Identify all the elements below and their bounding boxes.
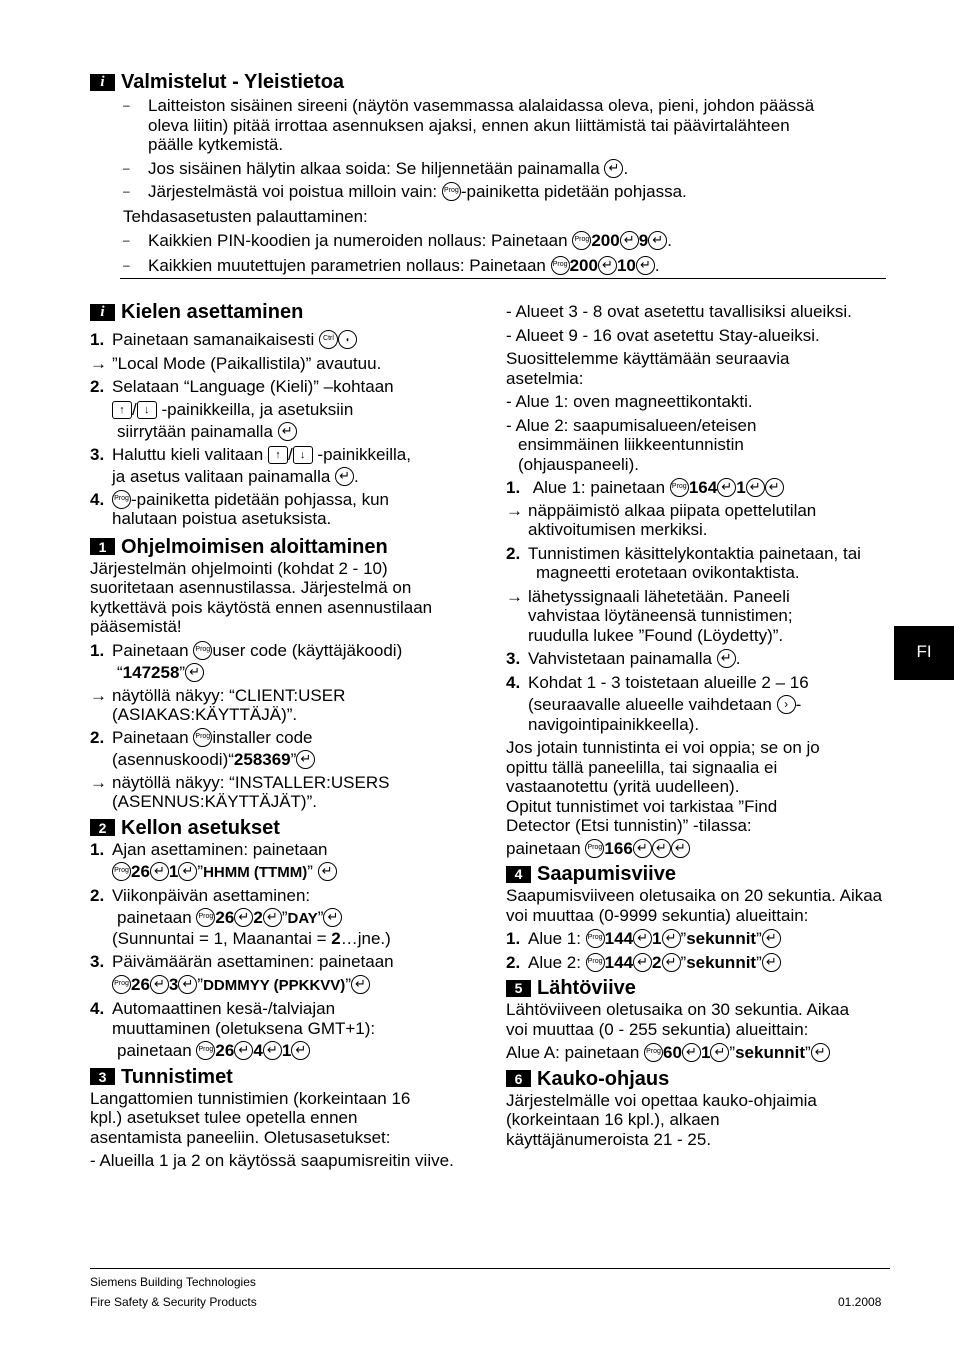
prog-icon — [112, 975, 131, 994]
section-heading — [90, 816, 470, 840]
language-tab-label: FI — [916, 642, 932, 661]
prog-icon — [442, 182, 461, 201]
section-number: 3 — [90, 1068, 115, 1085]
section-title: Kellon asetukset — [121, 816, 280, 839]
left-column — [90, 300, 470, 1171]
divider — [120, 278, 886, 279]
enter-icon — [717, 649, 736, 668]
enter-icon — [620, 231, 639, 250]
section-title: Tunnistimet — [121, 1065, 233, 1088]
prog-icon — [196, 908, 215, 927]
list-item: 3. Haluttu kieli valitaan ↑ /↓ -painikkeilla, — [90, 445, 470, 465]
right-column — [506, 302, 886, 1149]
list-text: Laitteiston sisäinen sireeni (näytön vasemmassa alalaidassa oleva, pieni, johdon päässä oleva liitin) pitää irrottaa asennuksen ajaksi, ennen akun liittämistä tai päävirtalähteen päälle kytkemistä. — [148, 96, 815, 154]
section-title: Valmistelut - Yleistietoa — [121, 71, 345, 93]
list-text: Järjestelmästä voi poistua milloin vain: Prog -painiketta pidetään pohjassa. — [148, 182, 687, 202]
enter-icon — [604, 159, 623, 178]
dash-bullet: – — [123, 233, 130, 247]
section-heading — [506, 862, 886, 886]
right-arrow-icon — [777, 695, 796, 714]
enter-icon — [671, 839, 690, 858]
prog-icon — [586, 953, 605, 972]
list-item: 3. Vahvistetaan painamalla ↵ . — [506, 649, 886, 669]
info-icon: i — [90, 304, 115, 321]
section-number: 2 — [90, 819, 115, 836]
enter-icon — [682, 1043, 701, 1062]
list-item: 1. Ajan asettaminen: painetaan — [90, 839, 328, 859]
list-text: ja asetus valitaan painamalla ↵ . — [90, 467, 470, 487]
paragraph: - Alueet 3 - 8 ovat asetettu tavallisiksi alueiksi. — [506, 302, 852, 321]
prog-icon — [193, 641, 212, 660]
dash-bullet: – — [123, 257, 130, 272]
list-text: (asennuskoodi)“258369”↵ — [90, 750, 470, 770]
footer-division: Fire Safety & Security Products — [90, 1295, 257, 1309]
enter-icon — [234, 1041, 253, 1060]
paragraph: - Alueilla 1 ja 2 on käytössä saapumisreitin viive. — [90, 1151, 454, 1170]
list-item: 1. Painetaan Prog user code (käyttäjäkoodi) — [90, 641, 470, 661]
list-text: Prog26↵ 1↵ ”HHMM (TTMM)” ↵ — [90, 862, 470, 883]
list-item: 2. Viikonpäivän asettaminen: — [90, 885, 311, 905]
enter-icon — [662, 929, 681, 948]
list-item: → näytöllä näkyy: “CLIENT:USER (ASIAKAS:KÄYTTÄJÄ)”. — [90, 685, 346, 724]
enter-icon — [765, 478, 784, 497]
section-heading — [90, 70, 870, 94]
arrow-icon: → — [506, 500, 523, 520]
list-item: 2. Alue 2: Prog 144↵ 2↵ ”sekunnit”↵ — [506, 953, 886, 973]
enter-icon — [178, 862, 197, 881]
list-item — [90, 159, 870, 179]
paragraph: Järjestelmän ohjelmointi (kohdat 2 - 10) suoritetaan asennustilassa. Järjestelmä on kytkettävä pois käytöstä ennen asennustilaan pääsemistä! — [90, 558, 433, 636]
enter-icon — [150, 975, 169, 994]
section-title: Ohjelmoimisen aloittaminen — [121, 535, 388, 558]
up-icon — [268, 446, 288, 464]
enter-icon — [662, 953, 681, 972]
list-text: ↑/↓ -painikkeilla, ja asetuksiin — [90, 400, 470, 420]
list-text: (seuraavalle alueelle vaihdetaan › - navigointipainikkeella). — [506, 695, 886, 734]
footer-company: Siemens Building Technologies — [90, 1275, 256, 1289]
list-text: painetaan Prog 26↵ 4↵ 1↵ — [90, 1041, 470, 1061]
paragraph: Lähtöviiveen oletusaika on 30 sekuntia. Aikaa voi muuttaa (0 - 255 sekuntia) alueittain: — [506, 1000, 850, 1039]
list-item: 4. Kohdat 1 - 3 toistetaan alueille 2 – 16 — [506, 672, 809, 692]
dash-bullet: – — [123, 98, 130, 112]
list-text: Jos sisäinen hälytin alkaa soida: Se hiljennetään painamalla ↵ . — [148, 159, 628, 179]
enter-icon — [234, 908, 253, 927]
arrow-icon: → — [90, 685, 107, 705]
section-heading — [90, 300, 470, 324]
paragraph: Langattomien tunnistimien (korkeintaan 16 kpl.) asetukset tulee opetella ennen asentamista paneeliin. Oletusasetukset: — [90, 1088, 411, 1147]
section-title: Saapumisviive — [537, 863, 676, 885]
arrow-icon: → — [90, 772, 107, 792]
enter-icon — [263, 1041, 282, 1060]
enter-icon — [318, 862, 337, 881]
enter-icon — [263, 908, 282, 927]
language-tab — [894, 626, 954, 680]
info-icon: i — [90, 74, 115, 91]
ctrl-icon — [319, 330, 338, 349]
enter-icon — [633, 953, 652, 972]
enter-icon — [178, 975, 197, 994]
enter-icon — [185, 663, 204, 682]
list-text: siirrytään painamalla ↵ — [90, 422, 470, 442]
paragraph: Järjestelmälle voi opettaa kauko-ohjaimia (korkeintaan 16 kpl.), alkaen käyttäjänumeroista 21 - 25. — [506, 1090, 817, 1149]
paragraph: Jos jotain tunnistinta ei voi oppia; se on jo opittu tällä paneelilla, tai signaalia ei vastaanotettu (yritä uudelleen). — [506, 738, 820, 796]
prog-icon — [670, 478, 689, 497]
prog-icon — [196, 1041, 215, 1060]
paragraph: - Alue 2: saapumisalueen/eteisen ensimmäinen liikkeentunnistin (ohjauspaneeli). — [506, 415, 757, 474]
section-number: 6 — [506, 1070, 531, 1087]
enter-icon — [323, 908, 342, 927]
enter-icon — [746, 478, 765, 497]
list-item: → ”Local Mode (Paikallistila)” avautuu. — [90, 353, 382, 373]
enter-icon — [278, 422, 297, 441]
list-item: 1. Alue 1: Prog 144↵ 1↵ ”sekunnit”↵ — [506, 929, 886, 949]
section-heading — [90, 535, 470, 559]
list-item — [90, 231, 870, 251]
up-icon — [112, 401, 132, 419]
paragraph: - Alueet 9 - 16 ovat asetettu Stay-alueiksi. — [506, 325, 820, 345]
list-text: Prog26↵ 3↵ ”DDMMYY (PPKKVV)”↵ — [90, 975, 470, 996]
list-text: (Sunnuntai = 1, Maanantai = 2…jne.) — [112, 928, 391, 948]
down-icon — [293, 446, 313, 464]
mic-icon — [338, 330, 357, 349]
list-text: “147258”↵ — [90, 663, 470, 683]
down-icon — [137, 401, 157, 419]
section-title: Kauko-ohjaus — [537, 1067, 670, 1090]
section-number: 4 — [506, 866, 531, 883]
list-item: → lähetyssignaali lähetetään. Paneeli vahvistaa löytäneensä tunnistimen; ruudulla lukee ”Found (Löydetty)”. — [506, 586, 793, 645]
arrow-icon: → — [506, 586, 523, 606]
paragraph: Suosittelemme käyttämään seuraavia asetelmia: — [506, 349, 790, 388]
enter-icon — [710, 1043, 729, 1062]
enter-icon — [633, 839, 652, 858]
enter-icon — [351, 975, 370, 994]
section-heading — [90, 1065, 470, 1089]
list-item: 2. Tunnistimen käsittelykontaktia painetaan, tai magneetti erotetaan ovikontaktista. — [506, 543, 861, 582]
prog-icon — [572, 231, 591, 250]
list-item: 1. Painetaan samanaikaisesti Ctrl◖ — [90, 330, 470, 350]
enter-icon — [598, 256, 617, 275]
list-item: 1. Alue 1: painetaan Prog 164↵ 1↵↵ — [506, 478, 886, 498]
dash-bullet: – — [123, 160, 130, 175]
prog-icon — [551, 256, 570, 275]
enter-icon — [717, 478, 736, 497]
list-item: → näppäimistö alkaa piipata opettelutilan aktivoitumisen merkiksi. — [506, 500, 817, 539]
paragraph: painetaan Prog 166↵↵↵ — [506, 839, 886, 859]
prog-icon — [586, 929, 605, 948]
list-item: 4. Prog -painiketta pidetään pohjassa, kun halutaan poistua asetuksista. — [90, 490, 470, 529]
list-item: 3. Päivämäärän asettaminen: painetaan — [90, 952, 394, 971]
section-general — [90, 70, 870, 275]
enter-icon — [636, 256, 655, 275]
paragraph: Saapumisviiveen oletusaika on 20 sekuntia. Aikaa voi muuttaa (0-9999 sekuntia) alueittain: — [506, 886, 883, 925]
enter-icon — [150, 862, 169, 881]
list-item: 2. Selataan “Language (Kieli)” –kohtaan — [90, 377, 394, 396]
prog-icon — [112, 490, 131, 509]
paragraph: - Alue 1: oven magneettikontakti. — [506, 392, 753, 411]
arrow-icon: → — [90, 353, 107, 373]
list-item: 2. Painetaan Prog installer code — [90, 728, 470, 748]
section-title: Lähtöviive — [537, 977, 636, 999]
list-text: painetaan Prog 26↵ 2↵ ”DAY”↵ — [90, 908, 470, 929]
list-item — [90, 96, 870, 155]
paragraph: Alue A: painetaan Prog 60↵ 1↵ ”sekunnit”↵ — [506, 1043, 886, 1063]
section-title: Kielen asettaminen — [121, 301, 304, 323]
list-item — [90, 182, 870, 202]
enter-icon — [633, 929, 652, 948]
prog-icon — [112, 862, 131, 881]
dash-bullet: – — [123, 184, 130, 198]
section-heading — [506, 1067, 886, 1091]
paragraph: Opitut tunnistimet voi tarkistaa ”Find Detector (Etsi tunnistin)” -tilassa: — [506, 796, 778, 835]
prog-icon — [585, 839, 604, 858]
enter-icon — [652, 839, 671, 858]
list-text: Kaikkien muutettujen parametrien nollaus: Painetaan Prog 200↵ 10↵ . — [148, 256, 660, 276]
list-text: Kaikkien PIN-koodien ja numeroiden nollaus: Painetaan Prog 200↵ 9↵ . — [148, 231, 672, 251]
enter-icon — [811, 1043, 830, 1062]
enter-icon — [648, 231, 667, 250]
enter-icon — [762, 953, 781, 972]
section-number: 5 — [506, 980, 531, 997]
list-item — [90, 256, 870, 276]
footer-date: 01.2008 — [838, 1295, 882, 1309]
enter-icon — [291, 1041, 310, 1060]
list-item: → näytöllä näkyy: “INSTALLER:USERS (ASENNUS:KÄYTTÄJÄT)”. — [90, 772, 390, 811]
footer-divider — [90, 1268, 890, 1269]
reset-heading: Tehdasasetusten palauttaminen: — [123, 206, 368, 226]
prog-icon — [644, 1043, 663, 1062]
prog-icon — [193, 728, 212, 747]
enter-icon — [335, 467, 354, 486]
section-heading — [506, 976, 886, 1000]
enter-icon — [762, 929, 781, 948]
enter-icon — [296, 750, 315, 769]
list-item: 4. Automaattinen kesä-/talviajan muuttaminen (oletuksena GMT+1): — [90, 999, 376, 1038]
section-number: 1 — [90, 538, 115, 555]
